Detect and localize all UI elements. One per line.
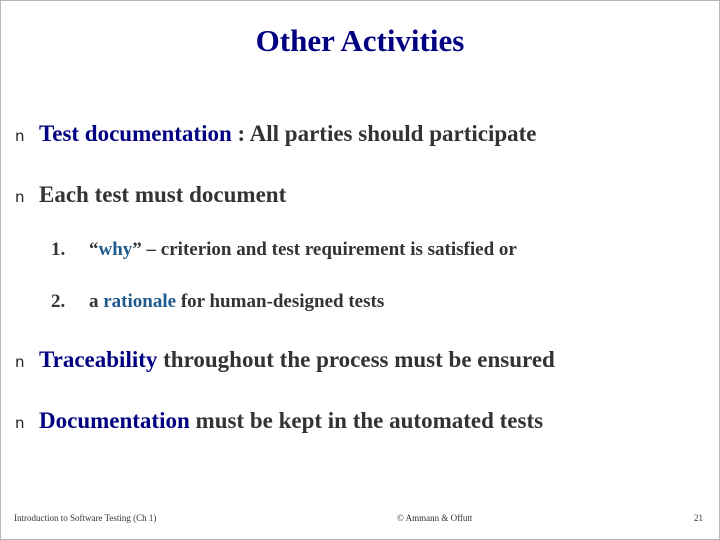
sub-item-text: for human-designed tests [176,291,385,312]
sub-item-number: 2. [51,291,66,312]
bullet-text: must be kept in the automated tests [189,408,544,433]
footer-center: © Ammann & Offutt [397,513,473,523]
bullet-text: throughout the process must be ensured [157,347,555,372]
sub-item-text: ” – criterion and test requirement is satisfied or [132,239,517,260]
bullet-highlight: Documentation [39,408,190,433]
bullet-highlight: Traceability [39,347,158,372]
sub-item-highlight: why [98,239,133,260]
bullet-traceability [15,347,555,373]
sub-item-quote-open: “ [89,239,99,260]
footer-left: Introduction to Software Testing (Ch 1) [14,513,157,523]
slide-title: Other Activities [255,23,465,58]
bullet-text: : All parties should participate [231,121,537,146]
bullet-square-icon: n [15,414,25,432]
sub-item-prefix: a [89,291,104,312]
bullet-text: Each test must document [39,182,287,207]
sub-item-rationale [51,291,384,313]
footer-page-number: 21 [694,513,703,523]
sub-item-highlight: rationale [103,291,177,312]
sub-item-number: 1. [51,239,66,260]
bullet-square-icon: n [15,127,25,145]
bullet-highlight: Test documentation [39,121,232,146]
bullet-documentation [15,408,543,434]
bullet-square-icon: n [15,353,25,371]
bullet-each-test [15,182,286,208]
bullet-square-icon: n [15,188,25,206]
bullet-test-documentation [15,121,537,147]
sub-item-why [51,239,517,261]
